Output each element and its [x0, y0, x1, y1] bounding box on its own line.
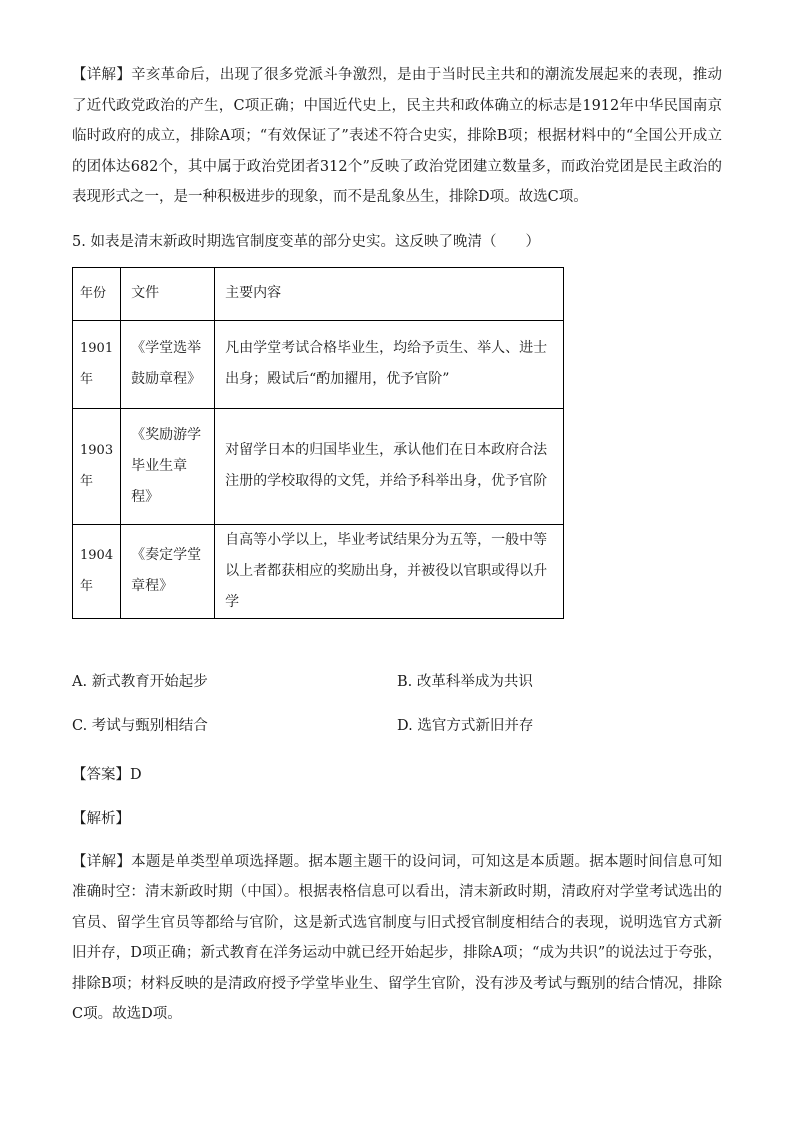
cell-content: 自高等小学以上，毕业考试结果分为五等，一般中等以上者都获相应的奖励出身，并被役以官职或得以升学: [215, 524, 564, 618]
option-d: D. 选官方式新旧并存: [397, 718, 534, 734]
cell-document: 《学堂选举鼓励章程》: [121, 320, 215, 408]
options-row: [72, 659, 722, 703]
detail-text: 本题是单类型单项选择题。据本题主题干的设问词，可知这是本质题。据本题时间信息可知准确时空：清末新政时期（中国）。根据表格信息可以看出，清末新政时期，清政府对学堂考试选出的官员、留学生官员等都给与官阶，这是新式选官制度与旧式授官制度相结合的表现，说明选官方式新旧并存，D项正确；新式教育在洋务运动中就已经开始起步，排除A项；“成为共识”的说法过于夸张，排除B项；材料反映的是清政府授予学堂毕业生、留学生官阶，没有涉及考试与甄别的结合情况，排除C项。故选D项。: [72, 853, 723, 1022]
option-c: C. 考试与甄别相结合: [72, 718, 208, 734]
answer-tag: 【答案】: [72, 766, 130, 783]
cell-content: 凡由学堂考试合格毕业生，均给予贡生、举人、进士出身；殿试后“酌加擢用，优予官阶”: [215, 320, 564, 408]
table-row: [73, 408, 564, 524]
history-table: [72, 267, 564, 619]
table-header-row: [73, 267, 564, 320]
header-content: 主要内容: [215, 267, 564, 320]
detail-text: 辛亥革命后，出现了很多党派斗争激烈，是由于当时民主共和的潮流发展起来的表现，推动了近代政党政治的产生，C项正确；中国近代史上，民主共和政体确立的标志是1912年中华民国南京临时政府的成立，排除A项；“有效保证了”表述不符合史实，排除B项；根据材料中的“全国公开成立的团体达682个，其中属于政治党团者312个”反映了政治党团建立数量多，而政治党团是民主政治的表现形式之一，是一种积极进步的现象，而不是乱象丛生，排除D项。故选C项。: [72, 67, 723, 205]
detail-tag: 【详解】: [72, 853, 132, 870]
options-row: [72, 703, 722, 747]
detail-paragraph-2: [72, 847, 722, 1030]
header-year: 年份: [73, 267, 121, 320]
document-page: [72, 60, 722, 1030]
table-row: [73, 524, 564, 618]
analysis-heading: 【解析】: [72, 810, 130, 827]
cell-year: 1901年: [73, 320, 121, 408]
question-stem: 5. 如表是清末新政时期选官制度变革的部分史实。这反映了晚清（ ）: [72, 233, 540, 250]
answer-line: [72, 753, 722, 797]
cell-document: 《奏定学堂章程》: [121, 524, 215, 618]
cell-content: 对留学日本的归国毕业生，承认他们在日本政府合法注册的学校取得的文凭，并给予科举出身，优予官阶: [215, 408, 564, 524]
table-row: [73, 320, 564, 408]
cell-document: 《奖励游学毕业生章程》: [121, 408, 215, 524]
option-b: B. 改革科举成为共识: [397, 674, 533, 690]
answer-options: [72, 659, 722, 747]
cell-year: 1904年: [73, 524, 121, 618]
cell-year: 1903年: [73, 408, 121, 524]
detail-paragraph-1: [72, 60, 722, 213]
detail-tag: 【详解】: [72, 67, 132, 83]
option-a: A. 新式教育开始起步: [72, 674, 208, 690]
header-document: 文件: [121, 267, 215, 320]
answer-value: D: [130, 766, 142, 783]
